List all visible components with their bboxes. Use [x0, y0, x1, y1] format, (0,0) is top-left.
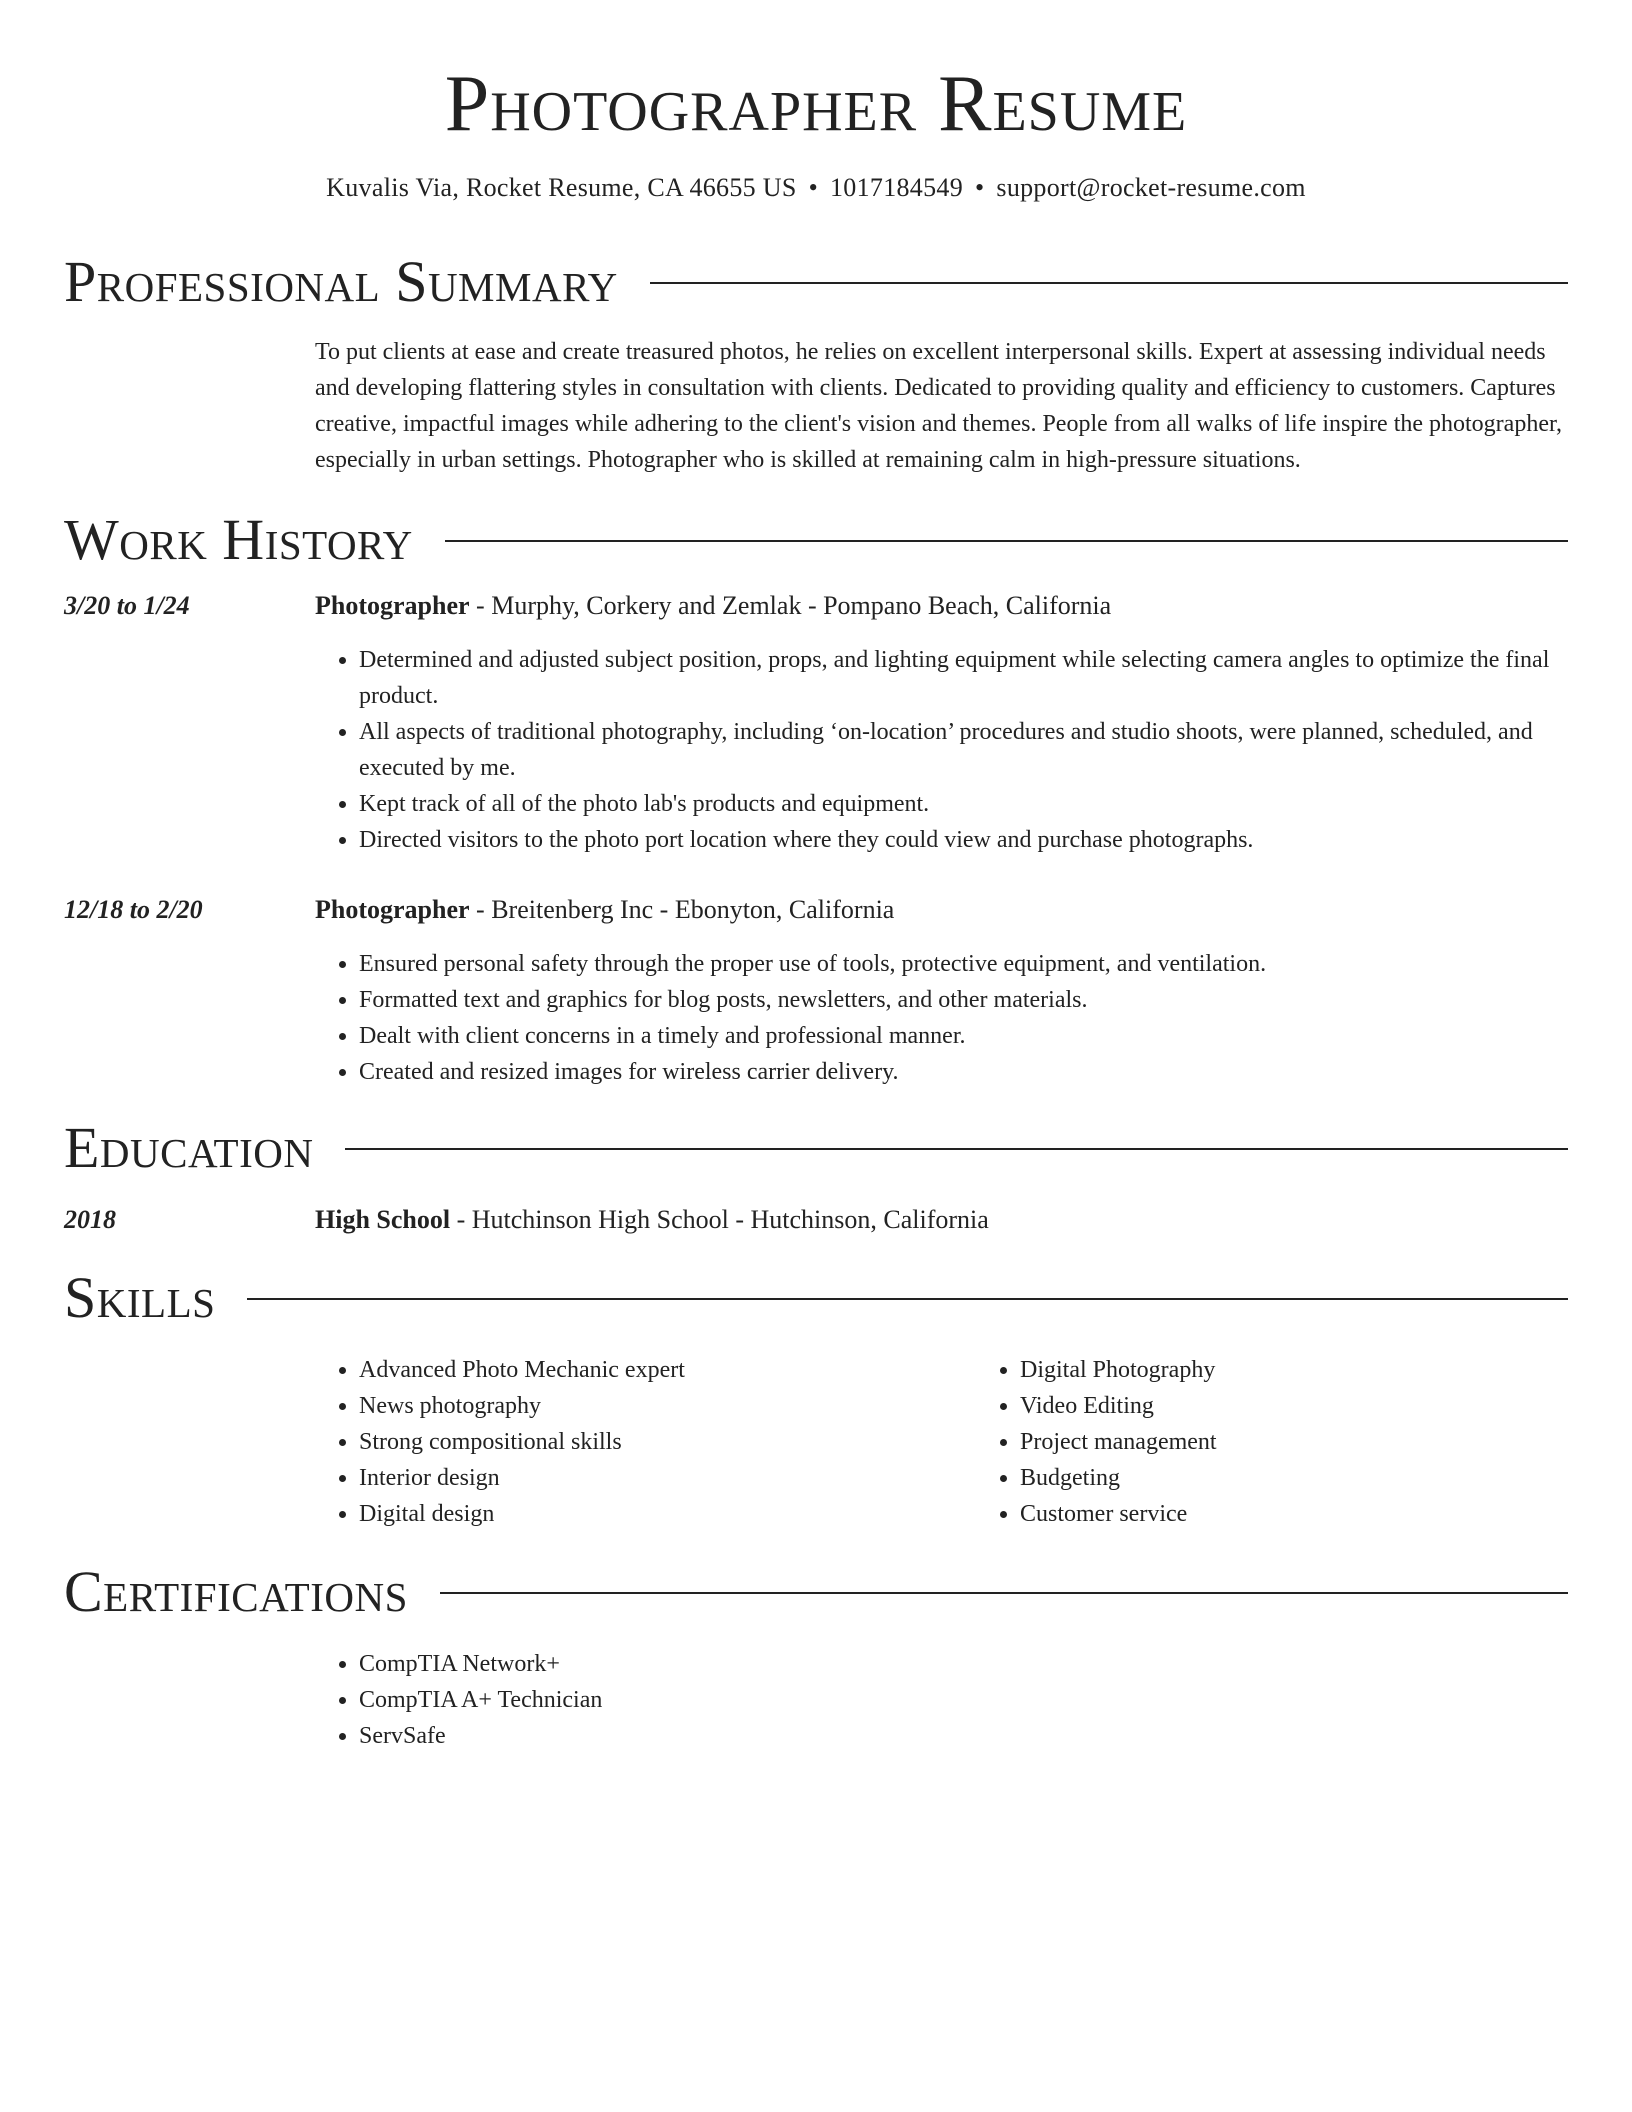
skill-item: • Video Editing [1020, 1388, 1568, 1424]
education-title: Education [64, 1115, 314, 1180]
certification-item: • CompTIA Network+ [359, 1646, 1568, 1682]
job-bullets [315, 642, 1568, 858]
skill-item: • Digital design [359, 1496, 976, 1532]
certifications-section-header [64, 1558, 1568, 1626]
certifications-left-spacer [64, 1646, 315, 1754]
work-title: Work History [64, 507, 413, 572]
skill-item: • Customer service [1020, 1496, 1568, 1532]
job-details: - Breitenberg Inc - Ebonyton, California [469, 895, 895, 924]
job-bullet: • Formatted text and graphics for blog posts, newsletters, and other materials. [359, 982, 1568, 1018]
job-entry [64, 892, 1568, 1090]
skills-list-right [976, 1352, 1568, 1532]
work-section-header [64, 506, 1568, 574]
summary-row [64, 334, 1568, 478]
certification-item: • ServSafe [359, 1718, 1568, 1754]
skills-title: Skills [64, 1265, 216, 1330]
skills-section-header [64, 1264, 1568, 1332]
summary-title: Professional Summary [64, 249, 618, 314]
job-bullet: • Kept track of all of the photo lab's products and equipment. [359, 786, 1568, 822]
section-divider [345, 1148, 1568, 1150]
job-bullet: • Ensured personal safety through the proper use of tools, protective equipment, and ventilation. [359, 946, 1568, 982]
skills-body [315, 1332, 1568, 1532]
resume-name: Photographer Resume [444, 60, 1188, 148]
contact-line [64, 170, 1568, 206]
job-role: Photographer [315, 895, 470, 924]
certification-item: • CompTIA A+ Technician [359, 1682, 1568, 1718]
skills-list-left [315, 1352, 976, 1532]
section-divider [445, 540, 1568, 542]
job-bullet: • Directed visitors to the photo port location where they could view and purchase photographs. [359, 822, 1568, 858]
job-details: - Murphy, Corkery and Zemlak - Pompano Beach, California [469, 591, 1112, 620]
section-divider [440, 1592, 1568, 1594]
job-bullets [315, 946, 1568, 1090]
job-title-line [315, 588, 1568, 624]
skills-grid [315, 1352, 1568, 1532]
job-body [315, 892, 1568, 1090]
education-details: - Hutchinson High School - Hutchinson, California [450, 1205, 989, 1234]
summary-left-spacer [64, 334, 315, 478]
contact-separator: • [975, 173, 985, 202]
certifications-row [64, 1646, 1568, 1754]
education-line [315, 1202, 1568, 1238]
skill-item: • Strong compositional skills [359, 1424, 976, 1460]
job-bullet: • Created and resized images for wireless carrier delivery. [359, 1054, 1568, 1090]
skills-row [64, 1332, 1568, 1532]
certifications-title: Certifications [64, 1559, 408, 1624]
education-year: 2018 [64, 1205, 116, 1234]
job-bullet: • Dealt with client concerns in a timely and professional manner. [359, 1018, 1568, 1054]
job-entry [64, 588, 1568, 858]
job-dates: 3/20 to 1/24 [64, 591, 190, 620]
contact-email: support@rocket-resume.com [996, 173, 1306, 202]
section-divider [650, 282, 1568, 284]
education-body [315, 1202, 1568, 1238]
education-section-header [64, 1114, 1568, 1182]
skill-item: • Digital Photography [1020, 1352, 1568, 1388]
summary-section-header [64, 248, 1568, 316]
job-bullet: • Determined and adjusted subject position, props, and lighting equipment while selecting camera angles to optimize the final product. [359, 642, 1568, 714]
certifications-body [315, 1646, 1568, 1754]
skills-left-spacer [64, 1332, 315, 1532]
job-bullet: • All aspects of traditional photography, including ‘on-location’ procedures and studio shoots, were planned, scheduled, and executed by me. [359, 714, 1568, 786]
skill-item: • Project management [1020, 1424, 1568, 1460]
skill-item: • Interior design [359, 1460, 976, 1496]
job-body [315, 588, 1568, 858]
job-dates: 12/18 to 2/20 [64, 895, 203, 924]
skill-item: • Advanced Photo Mechanic expert [359, 1352, 976, 1388]
job-role: Photographer [315, 591, 470, 620]
education-entry [64, 1202, 1568, 1238]
skill-item: • News photography [359, 1388, 976, 1424]
job-title-line [315, 892, 1568, 928]
summary-text: To put clients at ease and create treasured photos, he relies on excellent interpersonal skills. Expert at assessing individual needs and developing flattering styles in consultation with clients. Dedicated to providing quality and efficiency to customers. Captures creative, impactful images while adhering to the client's vision and themes. People from all walks of life inspire the photographer, especially in urban settings. Photographer who is skilled at remaining calm in high-pressure situations. [315, 339, 1563, 473]
skill-item: • Budgeting [1020, 1460, 1568, 1496]
contact-address: Kuvalis Via, Rocket Resume, CA 46655 US [326, 173, 797, 202]
section-divider [247, 1298, 1568, 1300]
education-degree: High School [315, 1205, 451, 1234]
contact-separator: • [808, 173, 818, 202]
contact-phone: 1017184549 [830, 173, 963, 202]
certifications-list [315, 1646, 1568, 1754]
